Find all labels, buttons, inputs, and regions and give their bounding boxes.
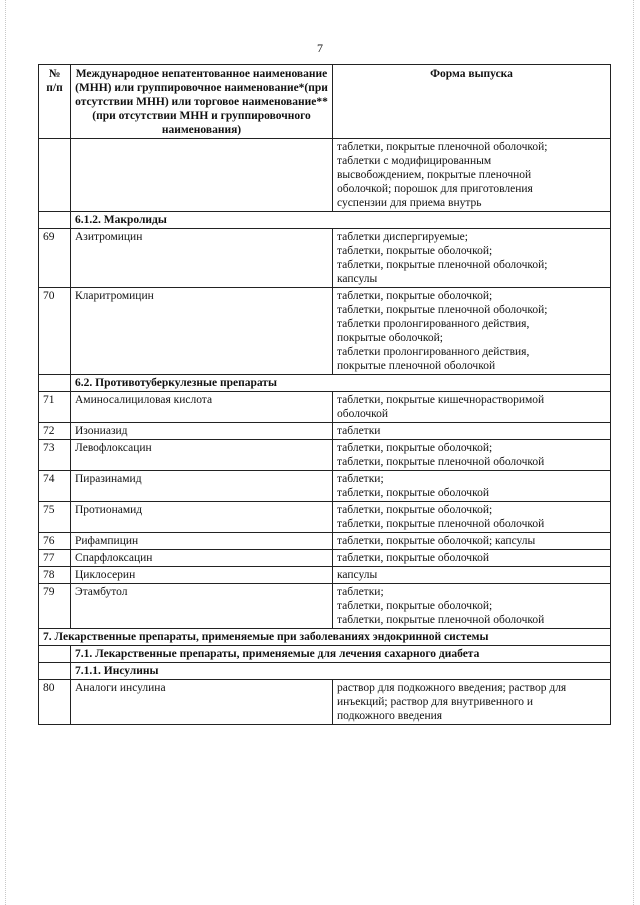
form-line: таблетки, покрытые пленочной оболочкой (337, 456, 545, 468)
cell-num: 69 (39, 229, 71, 288)
table-body (39, 139, 611, 725)
table-row (39, 533, 611, 550)
cell-num: 70 (39, 288, 71, 375)
form-line: таблетки; (337, 586, 384, 598)
cell-name: Аминосалициловая кислота (71, 392, 333, 423)
header-num: № п/п (39, 65, 71, 139)
cell-name (71, 139, 333, 212)
cell-num: 80 (39, 680, 71, 725)
cell-form (333, 139, 611, 212)
table-row (39, 502, 611, 533)
medications-table (38, 64, 611, 725)
form-line: таблетки; (337, 473, 384, 485)
header-name: Международное непатентованное наименование (МНН) или группировочное наименование*(при отсутствии МНН) или торговое наименование** (при отсутствии МНН и группировочного наименования) (71, 65, 333, 139)
form-line: оболочкой (337, 408, 389, 420)
cell-name: Этамбутол (71, 584, 333, 629)
cell-form (333, 533, 611, 550)
scan-edge-left (5, 0, 7, 905)
form-line: таблетки (337, 425, 381, 437)
form-line: высвобождением, покрытые пленочной (337, 169, 532, 181)
cell-name: Аналоги инсулина (71, 680, 333, 725)
cell-num: 72 (39, 423, 71, 440)
cell-form (333, 680, 611, 725)
section-title: 7.1. Лекарственные препараты, применяемые для лечения сахарного диабета (71, 646, 611, 663)
cell-name: Циклосерин (71, 567, 333, 584)
table-row (39, 392, 611, 423)
form-line: таблетки, покрытые кишечнорастворимой (337, 394, 545, 406)
table-row-continued (39, 139, 611, 212)
cell-name: Левофлоксацин (71, 440, 333, 471)
table-row (39, 229, 611, 288)
form-line: раствор для подкожного введения; раствор для (337, 682, 567, 694)
cell-num (39, 139, 71, 212)
cell-num: 74 (39, 471, 71, 502)
cell-num: 78 (39, 567, 71, 584)
section-row-7 (39, 629, 611, 646)
cell-num: 75 (39, 502, 71, 533)
cell-name: Изониазид (71, 423, 333, 440)
section-title: 7. Лекарственные препараты, применяемые при заболеваниях эндокринной системы (39, 629, 611, 646)
form-line: таблетки диспергируемые; (337, 231, 468, 243)
cell-form (333, 392, 611, 423)
form-line: таблетки с модифицированным (337, 155, 492, 167)
cell-name: Протионамид (71, 502, 333, 533)
section-row-612 (39, 212, 611, 229)
cell-form (333, 423, 611, 440)
cell-name: Пиразинамид (71, 471, 333, 502)
form-line: таблетки, покрытые оболочкой; (337, 245, 493, 257)
cell-form (333, 567, 611, 584)
section-title: 7.1.1. Инсулины (71, 663, 611, 680)
table-row (39, 423, 611, 440)
table-row (39, 440, 611, 471)
table-row (39, 550, 611, 567)
form-line: таблетки, покрытые пленочной оболочкой (337, 614, 545, 626)
table-row (39, 288, 611, 375)
cell-form (333, 229, 611, 288)
cell-name: Кларитромицин (71, 288, 333, 375)
form-line: таблетки пролонгированного действия, (337, 318, 530, 330)
cell-form (333, 440, 611, 471)
form-line: таблетки пролонгированного действия, (337, 346, 530, 358)
form-line: капсулы (337, 569, 378, 581)
table-row (39, 584, 611, 629)
form-line: инъекций; раствор для внутривенного и (337, 696, 534, 708)
cell-form (333, 550, 611, 567)
form-line: суспензии для приема внутрь (337, 197, 482, 209)
cell-num: 79 (39, 584, 71, 629)
form-line: покрытые пленочной оболочкой (337, 360, 496, 372)
form-line: таблетки, покрытые оболочкой; (337, 504, 493, 516)
scan-edge-right (633, 0, 635, 905)
form-line: таблетки, покрытые оболочкой; (337, 290, 493, 302)
header-form: Форма выпуска (333, 65, 611, 139)
form-line: таблетки, покрытые пленочной оболочкой (337, 518, 545, 530)
form-line: капсулы (337, 273, 378, 285)
form-line: таблетки, покрытые пленочной оболочкой; (337, 259, 548, 271)
cell-form (333, 502, 611, 533)
cell-form (333, 288, 611, 375)
section-row-62 (39, 375, 611, 392)
form-line: таблетки, покрытые оболочкой; (337, 600, 493, 612)
section-title: 6.2. Противотуберкулезные препараты (71, 375, 611, 392)
table-header-row (39, 65, 611, 139)
section-row-71 (39, 646, 611, 663)
cell-name: Азитромицин (71, 229, 333, 288)
page-number: 7 (317, 41, 323, 55)
form-line: таблетки, покрытые оболочкой; (337, 442, 493, 454)
form-line: таблетки, покрытые пленочной оболочкой; (337, 141, 548, 153)
cell-num: 76 (39, 533, 71, 550)
cell-num: 73 (39, 440, 71, 471)
form-line: таблетки, покрытые пленочной оболочкой; (337, 304, 548, 316)
cell-name: Рифампицин (71, 533, 333, 550)
section-row-711 (39, 663, 611, 680)
cell-name: Спарфлоксацин (71, 550, 333, 567)
form-line: таблетки, покрытые оболочкой; капсулы (337, 535, 536, 547)
cell-num: 77 (39, 550, 71, 567)
form-line: покрытые оболочкой; (337, 332, 443, 344)
form-line: подкожного введения (337, 710, 443, 722)
table-row (39, 567, 611, 584)
cell-form (333, 584, 611, 629)
section-title: 6.1.2. Макролиды (71, 212, 611, 229)
cell-form (333, 471, 611, 502)
cell-num: 71 (39, 392, 71, 423)
table-row (39, 471, 611, 502)
table-row (39, 680, 611, 725)
form-line: оболочкой; порошок для приготовления (337, 183, 533, 195)
form-line: таблетки, покрытые оболочкой (337, 552, 489, 564)
form-line: таблетки, покрытые оболочкой (337, 487, 489, 499)
